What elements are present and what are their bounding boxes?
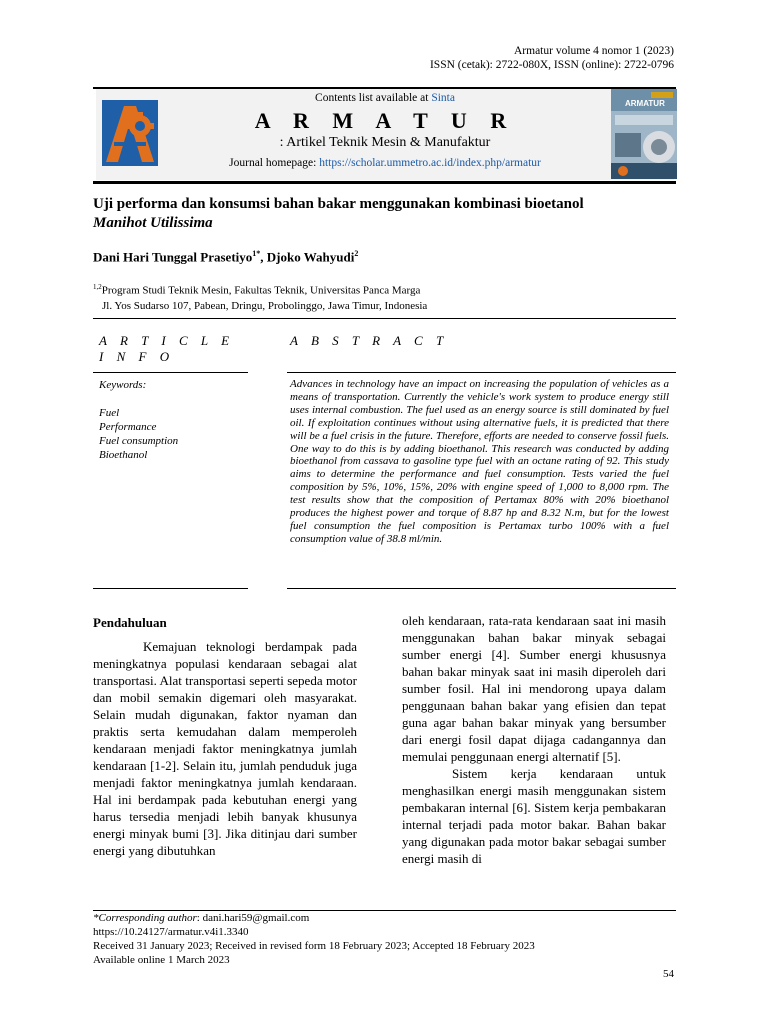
body-paragraph: Kemajuan teknologi berdampak pada meningkatnya populasi kendaraan sebagai alat transportasi. Alat transportasi seperti sepeda motor dan mobil semakin digemari oleh masyarakat. Selain mudah digunakan, faktor nyaman dan praktis serta kemudahan dalam memperoleh kendaraan menjadi faktor meningkatnya jumlah kendaraan [1-2]. Selain itu, jumlah penduduk juga menjadi faktor meningkatnya jumlah kendaraan. Hal ini berdampak pada kebutuhan energi yang harus tersedia menjadi lebih banyak khusunya energi minyak bumi [3]. Jika ditinjau dari sumber energi yang dibutuhkan (93, 639, 357, 858)
author-list (93, 249, 358, 265)
author-2: , Djoko Wahyudi (260, 249, 355, 265)
affil-line-2: Jl. Yos Sudarso 107, Pabean, Dringu, Probolinggo, Jawa Timur, Indonesia (102, 299, 428, 312)
info-top-rule (93, 318, 676, 319)
affiliation (93, 280, 427, 314)
running-head (430, 44, 674, 72)
info-heading-rule-right (287, 372, 676, 373)
keyword-item: Fuel (99, 407, 120, 419)
affil-line-1: Program Studi Teknik Mesin, Fakultas Teknik, Universitas Panca Marga (101, 284, 421, 297)
info-bottom-rule-right (287, 588, 676, 589)
keyword-item: Fuel consumption (99, 435, 179, 447)
author-1: Dani Hari Tunggal Prasetiyo (93, 249, 253, 265)
armatur-logo-icon (100, 96, 160, 170)
sinta-link[interactable]: Sinta (431, 92, 455, 104)
affil-sup: 1,2 (93, 283, 102, 291)
running-head-issn: ISSN (cetak): 2722-080X, ISSN (online): 2722-0796 (429, 59, 674, 71)
abstract-text: Advances in technology have an impact on increasing the population of vehicles as a means of transportation. Currently the vehicle's work system to produce energy still uses internal combustion. The fuel used as an energy source is still dominated by fuel oil. If exploitation continues without using alternative fuels, it is predicted that there will be a fuel crisis in the future. Therefore, efforts are needed to conserve fossil fuels. One way to do this is by adding bioethanol. This research was conducted by adding bioethanol from cassava to gasoline type fuel with an octane rating of 92. This study aims to determine the performance and fuel consumption. Tests varied the fuel composition by 5%, 10%, 15%, 20% with engine speed of 1,000 to 8,000 rpm. The test results show that the composition of Pertamax 80% with 20% bioethanol produces the highest power and torque of 8.87 hp and 8.32 N.m, but for the lowest fuel consumption the fuel composition is Pertamax turbo 100% with a fuel consumption value of 38.8 ml/min. (290, 378, 669, 545)
page-number: 54 (663, 968, 674, 980)
article-info-heading-line1: A R T I C L E (99, 333, 235, 348)
author-1-sup: 1* (252, 249, 261, 258)
info-bottom-rule-left (93, 588, 248, 589)
paper-title (93, 195, 683, 233)
journal-logo (100, 96, 160, 170)
banner-bottom-rule (93, 181, 676, 184)
footnote (93, 911, 535, 967)
keywords-label: Keywords: (99, 379, 147, 391)
cover-image-icon (611, 89, 677, 179)
available-online: Available online 1 March 2023 (93, 954, 230, 966)
journal-subtitle: : Artikel Teknik Mesin & Manufaktur (279, 135, 491, 150)
contents-prefix: Contents list available at (315, 92, 432, 104)
paper-title-scientific-name: Manihot Utilissima (93, 215, 213, 231)
article-info-heading-line2: I N F O (99, 349, 175, 364)
doi-link[interactable]: https://10.24127/armatur.v4i1.3340 (93, 926, 249, 938)
keyword-item: Performance (99, 421, 157, 433)
body-paragraph: Sistem kerja kendaraan untuk menghasilkan energi masih menggunakan sistem pembakaran internal [6]. Sistem kerja pembakaran internal terjadi pada motor bakar. Bahan bakar yang digunakan pada motor bakar sebagai sumber energi masih di (402, 766, 666, 866)
keywords-block (99, 378, 178, 462)
body-column-right (402, 612, 666, 867)
running-head-volume: Armatur volume 4 nomor 1 (2023) (513, 45, 674, 57)
journal-homepage (170, 157, 600, 169)
body-column-left (93, 614, 357, 859)
article-info-heading (99, 333, 234, 365)
keyword-item: Bioethanol (99, 449, 148, 461)
journal-title: A R M A T U R (254, 108, 516, 133)
journal-cover-thumbnail (611, 89, 677, 179)
corresponding-author-label: *Corresponding author (93, 912, 197, 924)
paper-title-main: Uji performa dan konsumsi bahan bakar menggunakan kombinasi bioetanol (93, 196, 584, 212)
received-dates: Received 31 January 2023; Received in revised form 18 February 2023; Accepted 18 February 2023 (93, 940, 535, 952)
homepage-link[interactable]: https://scholar.ummetro.ac.id/index.php/armatur (319, 157, 541, 169)
author-2-sup: 2 (354, 249, 359, 258)
abstract-heading: A B S T R A C T (290, 333, 449, 348)
body-paragraph: oleh kendaraan, rata-rata kendaraan saat ini masih menggunakan bahan bakar minyak sebagai sumber energi [4]. Sumber energi khususnya bahan bakar minyak saat ini masih diperoleh dari sumber fosil. Hal ini mendorong upaya dalam penggunaan bahan bakar yang efisien dan tepat guna agar bahan bakar minyak yang bersumber dari energi fosil dapat dijaga cadangannya dan memulai penggunaan energi alternatif [5]. (402, 613, 666, 764)
cover-label: ARMATUR (625, 99, 665, 108)
info-heading-rule-left (93, 372, 248, 373)
contents-list (170, 92, 600, 104)
section-heading: Pendahuluan (93, 615, 167, 630)
corresponding-author-email[interactable]: : dani.hari59@gmail.com (196, 912, 310, 924)
homepage-prefix: Journal homepage: (229, 157, 320, 169)
